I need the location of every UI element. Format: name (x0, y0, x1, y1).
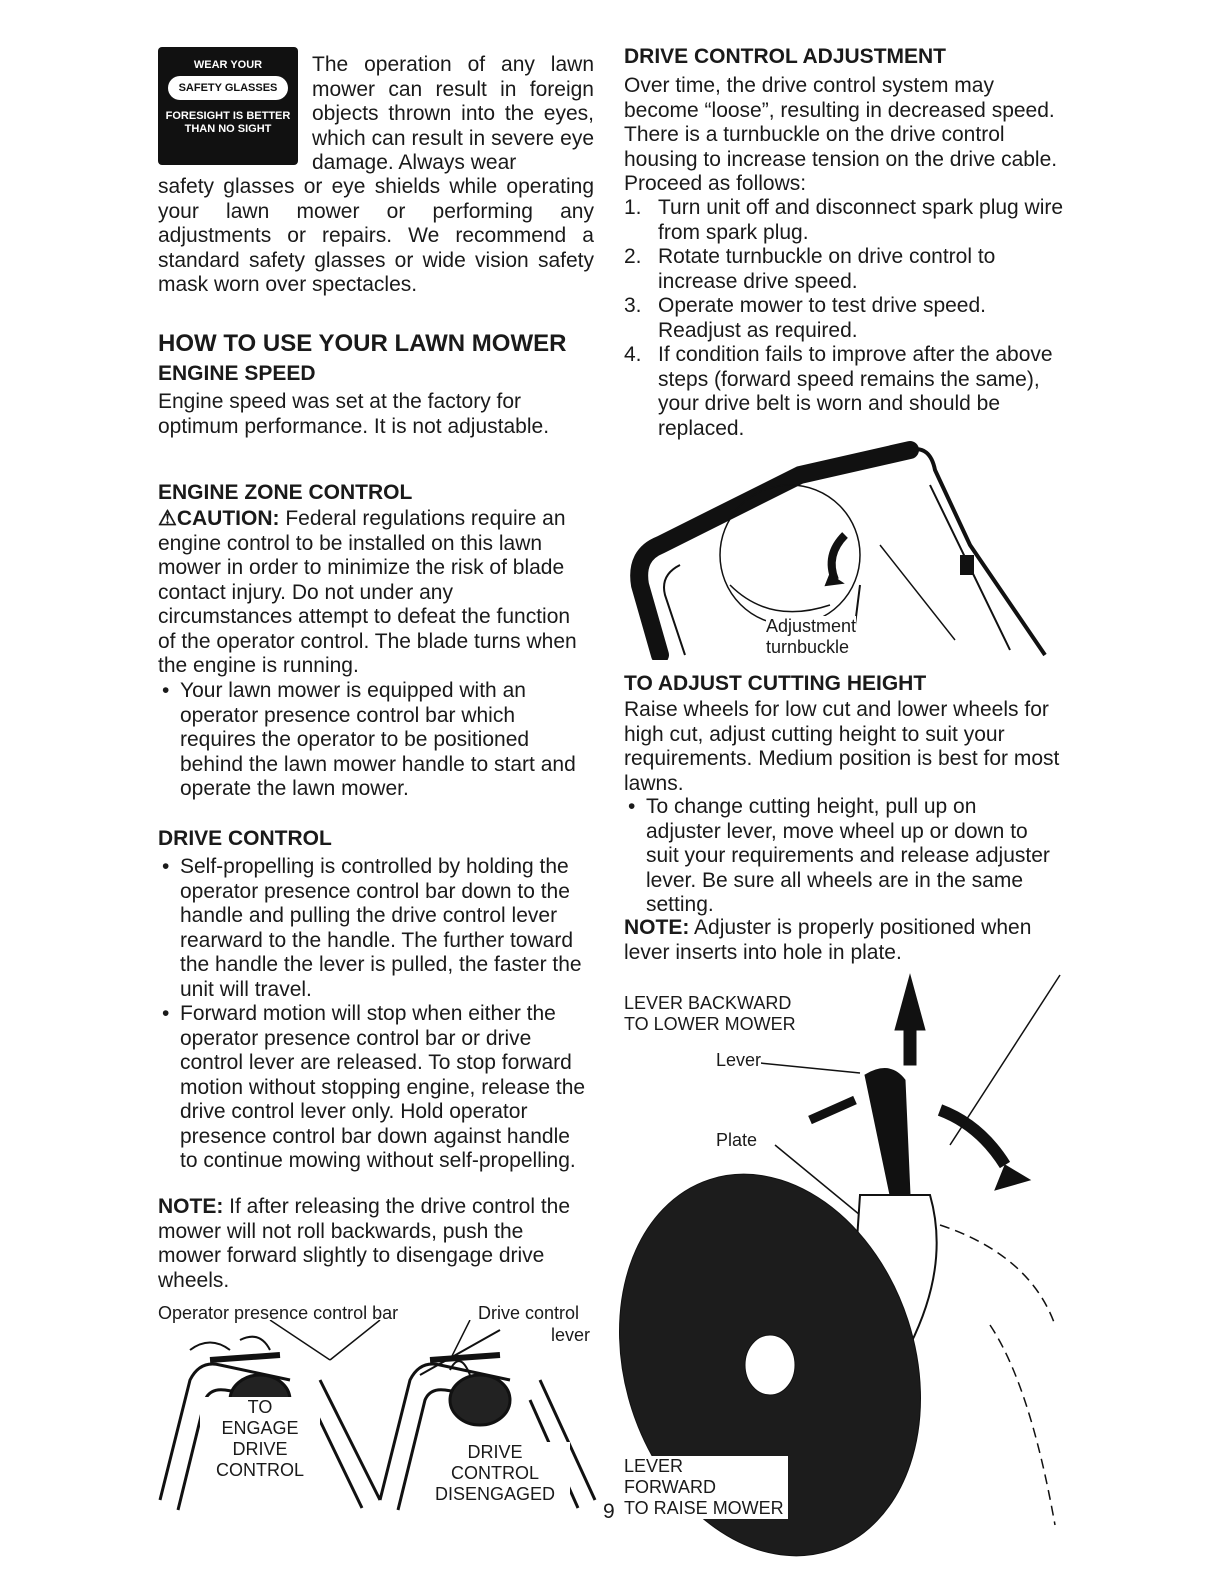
step-text: Rotate turnbuckle on drive control to increase drive speed. (658, 245, 996, 293)
caption-line: DISENGAGED (434, 1484, 556, 1504)
badge-line1: WEAR YOUR (193, 59, 263, 71)
caption-engage (200, 1397, 320, 1481)
section-title-how-to: HOW TO USE YOUR LAWN MOWER (158, 330, 567, 357)
drive-adjust-title: DRIVE CONTROL ADJUSTMENT (624, 45, 947, 68)
caption-line: FORWARD (624, 1477, 716, 1497)
caption-line: DRIVE (467, 1442, 523, 1462)
badge-line4: THAN NO SIGHT (184, 123, 272, 135)
caption-line: TO RAISE MOWER (624, 1498, 784, 1518)
step-number: 3. (624, 294, 642, 317)
badge-line3: FORESIGHT IS BETTER (165, 110, 291, 122)
step-text: Operate mower to test drive speed. Readjust as required. (658, 294, 986, 342)
label-lever-backward (624, 993, 796, 1035)
engine-zone-bullets (158, 679, 588, 802)
list-item (624, 196, 1064, 245)
safety-glasses-badge (158, 47, 298, 165)
engine-speed-title: ENGINE SPEED (158, 362, 316, 385)
step-number: 2. (624, 245, 642, 268)
list-item (624, 294, 1064, 343)
label-drive-lever-2: lever (551, 1325, 591, 1345)
engine-zone-title: ENGINE ZONE CONTROL (158, 481, 413, 504)
label-lever-forward (624, 1456, 788, 1519)
drive-adjust-steps (624, 196, 1064, 441)
caution-label: CAUTION: (176, 507, 280, 530)
drive-control-bullets (158, 855, 590, 1174)
list-item: • Forward motion will stop when either the operator presence control bar or drive control lever are released. To stop forward motion without stopping engine, release the drive control lever only. Hold operator presence control bar down against handle to continue mowing without self-propelling. (158, 1002, 590, 1174)
cutting-height-bullets (624, 795, 1054, 918)
caption-line: ENGAGE (221, 1418, 299, 1438)
list-item: • Your lawn mower is equipped with an operator presence control bar which requires the operator to be positioned behind the lawn mower handle to start and operate the lawn mower. (158, 679, 588, 802)
step-number: 1. (624, 196, 642, 219)
caption-line: LEVER (624, 1456, 684, 1476)
caption-line: CONTROL (450, 1463, 539, 1483)
list-item (624, 245, 1064, 294)
intro-lead: The operation of any lawn mower can result in foreign objects thrown into the eyes, which can result in severe eye damage. Always wear (312, 53, 594, 174)
label-plate: Plate (716, 1130, 758, 1150)
label-turnbuckle: turnbuckle (766, 637, 850, 657)
drive-control-title: DRIVE CONTROL (158, 827, 332, 850)
caution-icon: ⚠ (158, 507, 177, 530)
caution-text: Federal regulations require an engine control to be installed on this lawn mower in order to minimize the risk of blade contact injury. Do not under any circumstances attempt to defeat the function of the operator control. The blade turns when the engine is running. (158, 507, 577, 677)
note-label: NOTE: (158, 1195, 224, 1218)
note-label: NOTE: (624, 916, 690, 939)
label-drive-lever-1: Drive control (478, 1303, 580, 1323)
drive-adjust-intro: Over time, the drive control system may become “loose”, resulting in decreased speed. There is a turnbuckle on the drive control housing to increase tension on the drive cable. Proceed as follows: (624, 74, 1058, 195)
caption-line: DRIVE (232, 1439, 288, 1459)
page-number: 9 (603, 1500, 615, 1523)
engine-speed-text: Engine speed was set at the factory for optimum performance. It is not adjustable. (158, 390, 550, 438)
step-text: If condition fails to improve after the above steps (forward speed remains the same), your drive belt is worn and should be replaced. (658, 343, 1053, 440)
badge-line2: SAFETY GLASSES (168, 76, 288, 100)
label-lever: Lever (716, 1050, 762, 1070)
step-text: Turn unit off and disconnect spark plug wire from spark plug. (658, 196, 1064, 244)
list-item: • Self-propelling is controlled by holding the operator presence control bar down to the handle and pulling the drive control lever rearward to the handle. The further toward the handle the lever is pulled, the faster the unit will travel. (158, 855, 590, 1002)
caption-line: CONTROL (215, 1460, 304, 1480)
cutting-height-title: TO ADJUST CUTTING HEIGHT (624, 672, 927, 695)
list-item: • To change cutting height, pull up on adjuster lever, move wheel up or down to suit your requirements and release adjuster lever. Be sure all wheels are in the same setting. (624, 795, 1054, 918)
caption-line: TO (247, 1397, 273, 1417)
cutting-height-note (624, 916, 1064, 965)
caption-line: TO LOWER MOWER (624, 1014, 796, 1034)
label-operator-bar: Operator presence control bar (158, 1303, 399, 1323)
intro-rest: safety glasses or eye shields while operating your lawn mower or performing any adjustments or repairs. We recommend a standard safety glasses or wide vision safety mask worn over spectacles. (158, 175, 594, 296)
note-text: Adjuster is properly positioned when lever inserts into hole in plate. (624, 916, 1032, 964)
label-adjustment: Adjustment (766, 616, 857, 636)
caption-line: LEVER BACKWARD (624, 993, 792, 1013)
drive-control-note (158, 1195, 590, 1293)
engine-zone-caution (158, 507, 588, 679)
caption-disengaged (420, 1442, 570, 1505)
note-text: If after releasing the drive control the mower will not roll backwards, push the mower forward slightly to disengage drive wheels. (158, 1195, 571, 1292)
cutting-height-intro: Raise wheels for low cut and lower wheels for high cut, adjust cutting height to suit your requirements. Medium position is best for most lawns. (624, 698, 1060, 795)
step-number: 4. (624, 343, 642, 366)
